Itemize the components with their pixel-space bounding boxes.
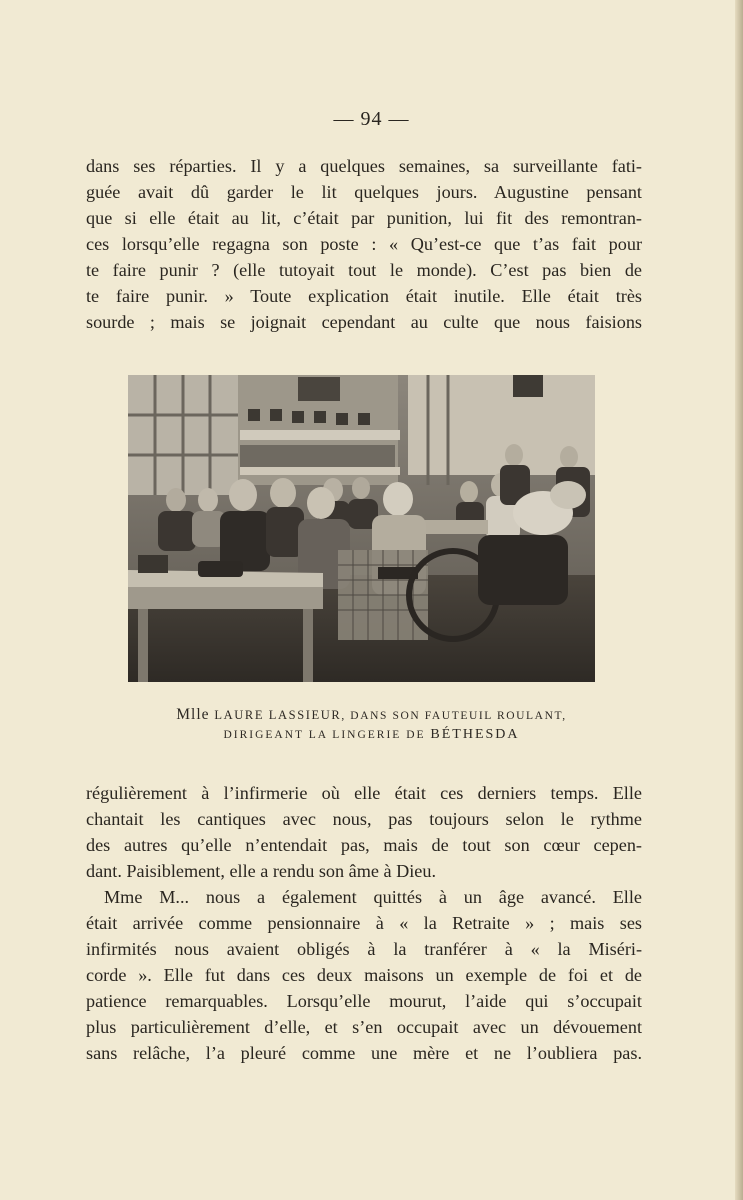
text-line: dans ses réparties. Il y a quelques semaines, sa surveillante fati-: [86, 156, 642, 176]
text-line: que si elle était au lit, c’était par punition, lui fit des remontran-: [86, 208, 642, 228]
text-line: patience remarquables. Lorsqu’elle mourut, l’aide qui s’occupait: [86, 991, 642, 1011]
text-line: régulièrement à l’infirmerie où elle était ces derniers temps. Elle: [86, 783, 642, 803]
photograph-illustration: [128, 375, 595, 682]
text-line: Mme M... nous a également quittés à un âge avancé. Elle: [104, 887, 642, 907]
text-line: était arrivée comme pensionnaire à « la Retraite » ; mais ses: [86, 913, 642, 933]
photo-caption-line-2: [0, 727, 743, 743]
text-line: te faire punir. » Toute explication était inutile. Elle était très: [86, 286, 642, 306]
photo-caption-line-1: [0, 706, 743, 724]
text-line: sourde ; mais se joignait cependant au culte que nous faisions: [86, 312, 642, 332]
text-line: plus particulièrement d’elle, et s’en occupait avec un dévouement: [86, 1017, 642, 1037]
top-paragraph: [86, 153, 642, 335]
caption-place: BÉTHESDA: [430, 727, 520, 742]
text-line: guée avait dû garder le lit quelques jours. Augustine pensant: [86, 182, 642, 202]
bottom-paragraphs: [86, 780, 642, 1066]
text-line: infirmités nous avaient obligés à la tranférer à « la Miséri-: [86, 939, 642, 959]
caption-prefix: Mlle: [176, 706, 215, 723]
text-line: corde ». Elle fut dans ces deux maisons un exemple de foi et de: [86, 965, 642, 985]
caption-name: LAURE LASSIEUR: [214, 708, 342, 722]
page-number: — 94 —: [333, 108, 410, 130]
page-edge: [735, 0, 743, 1200]
text-line: sans relâche, l’a pleuré comme une mère et ne l’oubliera pas.: [86, 1043, 642, 1063]
text-line: des autres qu’elle n’entendait pas, mais de tout son cœur cepen-: [86, 835, 642, 855]
text-line: te faire punir ? (elle tutoyait tout le monde). C’est pas bien de: [86, 260, 642, 280]
text-line: dant. Paisiblement, elle a rendu son âme à Dieu.: [86, 861, 437, 881]
caption-line2-text: DIRIGEANT LA LINGERIE DE: [223, 729, 431, 741]
lingerie-photograph: [128, 375, 595, 682]
caption-rest: , DANS SON FAUTEUIL ROULANT,: [341, 710, 567, 722]
text-line: chantait les cantiques avec nous, pas toujours selon le rythme: [86, 809, 642, 829]
text-line: ces lorsqu’elle regagna son poste : « Qu’est-ce que t’as fait pour: [86, 234, 642, 254]
